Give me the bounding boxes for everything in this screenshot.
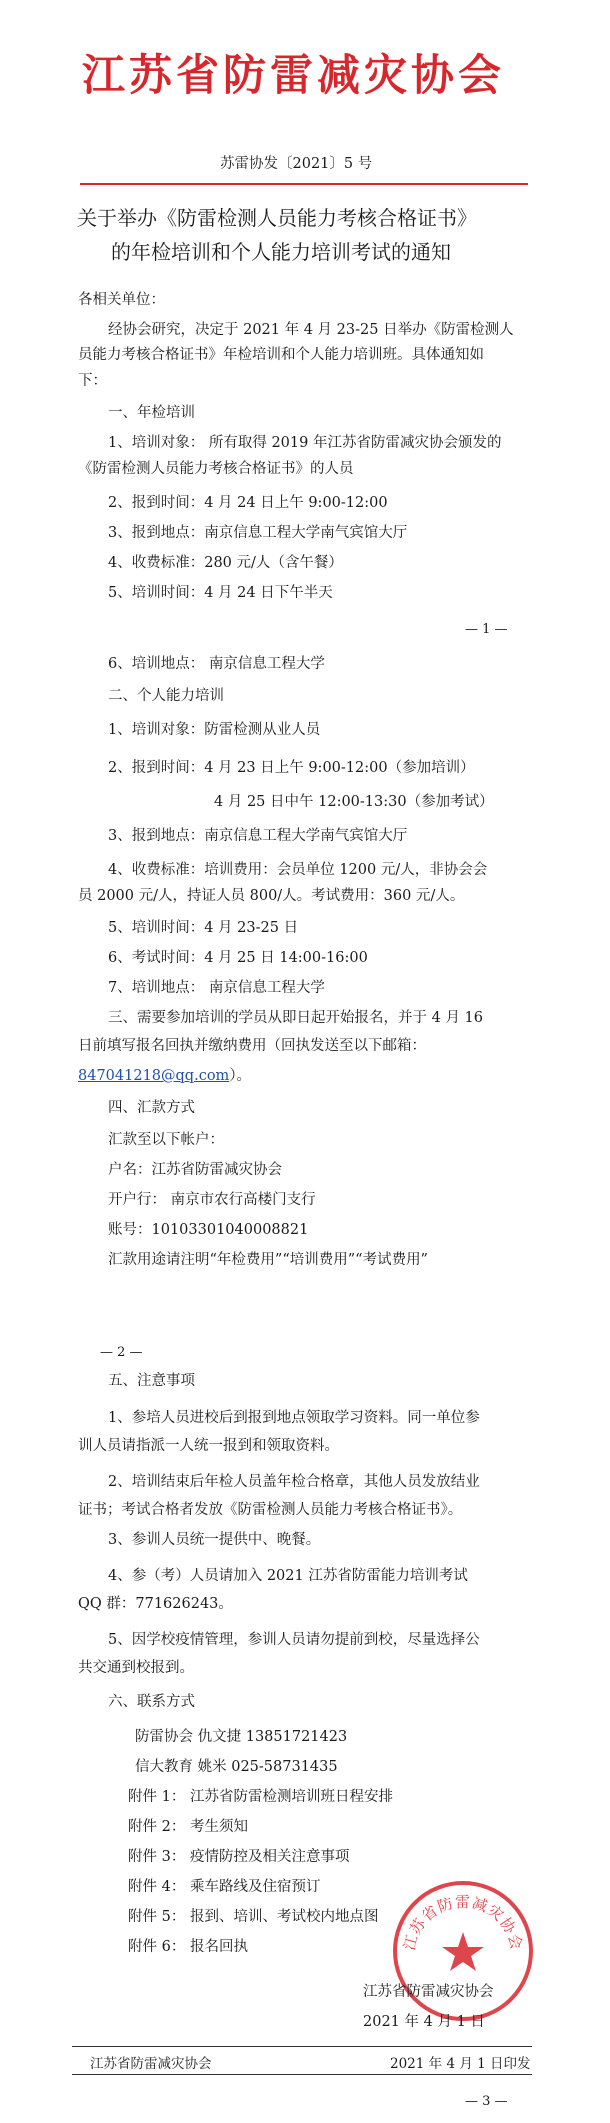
footer-rule-top [72, 2046, 532, 2047]
notice-title-line2: 的年检培训和个人能力培训考试的通知 [111, 240, 451, 264]
list-item: 7、培训地点： 南京信息工程大学 [108, 980, 325, 996]
signature-date: 2021 年 4 月 1 日 [363, 2014, 485, 2030]
list-item: 4、收费标准：280 元/人（含午餐） [108, 555, 343, 571]
intro-line: 经协会研究，决定于 2021 年 4 月 23-25 日举办《防雷检测人 [108, 322, 514, 338]
section-heading: 六、联系方式 [108, 1694, 195, 1710]
list-item: 5、培训时间：4 月 23-25 日 [108, 920, 299, 936]
list-item: 共交通到校报到。 [78, 1660, 194, 1676]
header-rule [80, 183, 528, 185]
footer-issue-date: 2021 年 4 月 1 日印发 [390, 2056, 531, 2072]
attachment-item: 附件 2： 考生须知 [128, 1819, 248, 1835]
list-item: 员 2000 元/人，持证人员 800/人。考试费用：360 元/人。 [78, 888, 465, 904]
attachment-item: 附件 5： 报到、培训、考试校内地点图 [128, 1909, 379, 1925]
attachment-item: 附件 3： 疫情防控及相关注意事项 [128, 1849, 350, 1865]
section-heading: 一、年检培训 [108, 405, 195, 421]
list-item: 4、收费标准：培训费用：会员单位 1200 元/人，非协会会 [108, 862, 488, 878]
remit-line: 汇款至以下帐户： [108, 1132, 224, 1148]
footer-rule-bottom [72, 2074, 532, 2075]
org-title: 江苏省防雷减灾协会 [82, 51, 505, 101]
page-marker: — 3 — [465, 2094, 508, 2109]
salutation: 各相关单位： [78, 292, 165, 308]
list-item: 5、培训时间：4 月 24 日下午半天 [108, 585, 333, 601]
list-item: 证书；考试合格者发放《防雷检测人员能力考核合格证书》。 [78, 1502, 463, 1518]
list-item: 2、报到时间：4 月 23 日上午 9:00-12:00（参加培训） [108, 760, 475, 776]
footer-issuer: 江苏省防雷减灾协会 [90, 2056, 212, 2072]
contact-line: 信大教育 姚米 025-58731435 [135, 1759, 338, 1775]
remit-line: 户名：江苏省防雷减灾协会 [108, 1162, 282, 1178]
list-item: 1、培训对象： 所有取得 2019 年江苏省防雷减灾协会颁发的 [108, 435, 502, 451]
list-item: 1、培训对象：防雷检测从业人员 [108, 722, 321, 738]
section-heading: 二、个人能力培训 [108, 688, 224, 704]
attachment-item: 附件 6： 报名回执 [128, 1939, 248, 1955]
list-item: 4 月 25 日中午 12:00-13:30（参加考试） [214, 794, 494, 810]
intro-line: 员能力考核合格证书》年检培训和个人能力培训班。具体通知如 [78, 347, 484, 363]
contact-line: 防雷协会 仇文捷 13851721423 [135, 1729, 348, 1745]
email-link[interactable]: 847041218@qq.com [78, 1068, 230, 1084]
list-item: 6、考试时间：4 月 25 日 14:00-16:00 [108, 950, 368, 966]
registration-text: 日前填写报名回执并缴纳费用（回执发送至以下邮箱： [78, 1038, 426, 1054]
registration-text: 三、需要参加培训的学员从即日起开始报名，并于 4 月 16 [108, 1010, 484, 1026]
official-seal-icon [388, 1876, 538, 2026]
attachment-item: 附件 1： 江苏省防雷检测培训班日程安排 [128, 1789, 393, 1805]
list-item: 训人员请指派一人统一报到和领取资料。 [78, 1438, 339, 1454]
list-item: 3、报到地点：南京信息工程大学南气宾馆大厅 [108, 525, 408, 541]
list-item: 4、参（考）人员请加入 2021 江苏省防雷能力培训考试 [108, 1568, 468, 1584]
remit-line: 汇款用途请注明“年检费用”“培训费用”“考试费用” [108, 1252, 428, 1268]
section-heading: 四、汇款方式 [108, 1100, 195, 1116]
seal-text: 江苏省防雷减灾协会 [400, 1893, 526, 1953]
list-item: 1、参培人员进校后到报到地点领取学习资料。同一单位参 [108, 1410, 480, 1426]
remit-line: 账号：10103301040008821 [108, 1222, 309, 1238]
email-line [78, 1066, 251, 1086]
intro-line: 下： [78, 373, 107, 389]
doc-number: 苏雷协发〔2021〕5 号 [220, 156, 373, 172]
signature-org: 江苏省防雷减灾协会 [363, 1984, 494, 2000]
list-item: QQ 群：771626243。 [78, 1596, 233, 1612]
list-item: 5、因学校疫情管理，参训人员请勿提前到校，尽量选择公 [108, 1632, 480, 1648]
page-marker: — 1 — [465, 622, 508, 637]
list-item: 2、培训结束后年检人员盖年检合格章，其他人员发放结业 [108, 1474, 480, 1490]
section-heading: 五、注意事项 [108, 1373, 195, 1389]
attachment-item: 附件 4： 乘车路线及住宿预订 [128, 1879, 321, 1895]
list-item: 2、报到时间：4 月 24 日上午 9:00-12:00 [108, 495, 388, 511]
list-item: 《防雷检测人员能力考核合格证书》的人员 [78, 461, 354, 477]
list-item: 3、报到地点：南京信息工程大学南气宾馆大厅 [108, 828, 408, 844]
registration-text-end: ）。 [229, 1068, 252, 1084]
list-item: 6、培训地点： 南京信息工程大学 [108, 656, 325, 672]
list-item: 3、参训人员统一提供中、晚餐。 [108, 1532, 321, 1548]
remit-line: 开户行： 南京市农行高楼门支行 [108, 1192, 316, 1208]
page-marker: — 2 — [100, 1345, 143, 1360]
notice-title-line1: 关于举办《防雷检测人员能力考核合格证书》 [77, 206, 477, 230]
